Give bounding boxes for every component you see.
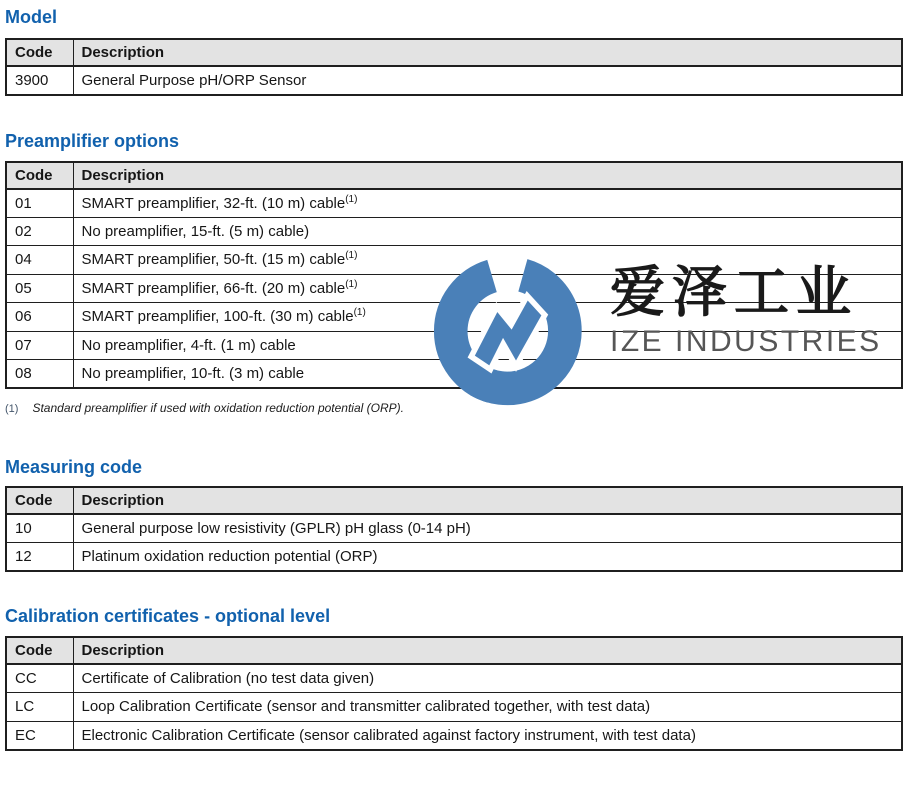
description-cell bbox=[73, 664, 902, 693]
code-cell: CC bbox=[6, 664, 73, 693]
table-row bbox=[6, 303, 902, 332]
code-cell: LC bbox=[6, 693, 73, 722]
column-header-description: Description bbox=[73, 162, 902, 189]
model-table bbox=[5, 38, 903, 96]
table-header-row bbox=[6, 162, 902, 189]
table-header-row bbox=[6, 39, 902, 66]
description-text: Certificate of Calibration (no test data given) bbox=[81, 670, 375, 687]
description-text: General purpose low resistivity (GPLR) pH glass (0-14 pH) bbox=[81, 520, 471, 537]
description-cell bbox=[73, 543, 902, 572]
table-header-row bbox=[6, 487, 902, 514]
description-text: SMART preamplifier, 66-ft. (20 m) cable bbox=[81, 279, 346, 297]
table-row bbox=[6, 246, 902, 275]
description-text: Loop Calibration Certificate (sensor and transmitter calibrated together, with test data) bbox=[81, 698, 651, 716]
description-text: Platinum oxidation reduction potential (ORP) bbox=[81, 548, 378, 565]
column-header-description: Description bbox=[73, 637, 902, 664]
code-cell: 05 bbox=[6, 274, 73, 303]
description-cell bbox=[73, 217, 902, 246]
section-title-measuring-code: Measuring code bbox=[5, 457, 143, 477]
description-text: No preamplifier, 15-ft. (5 m) cable) bbox=[81, 222, 310, 240]
preamplifier-options-table bbox=[5, 161, 903, 390]
measuring-code-table bbox=[5, 486, 903, 572]
table-row bbox=[6, 721, 902, 750]
calibration-certificates-table bbox=[5, 636, 903, 751]
description-cell bbox=[73, 189, 902, 218]
footnote bbox=[5, 401, 903, 416]
description-cell bbox=[73, 360, 902, 389]
code-cell: 02 bbox=[6, 217, 73, 246]
code-cell: 07 bbox=[6, 331, 73, 360]
code-cell: 06 bbox=[6, 303, 73, 332]
description-text: General Purpose pH/ORP Sensor bbox=[81, 71, 307, 89]
column-header-description: Description bbox=[73, 39, 902, 66]
column-header-code: Code bbox=[6, 487, 73, 514]
table-row bbox=[6, 664, 902, 693]
watermark-chinese-text: 爱泽工业 bbox=[610, 261, 859, 323]
description-text: SMART preamplifier, 100-ft. (30 m) cable bbox=[81, 308, 354, 326]
footnote-ref: (1) bbox=[345, 250, 358, 262]
table-row bbox=[6, 360, 902, 389]
table-row bbox=[6, 331, 902, 360]
description-cell bbox=[73, 303, 902, 332]
section-title-model: Model bbox=[5, 7, 57, 27]
description-cell bbox=[73, 721, 902, 750]
table-row bbox=[6, 543, 902, 572]
table-row bbox=[6, 217, 902, 246]
table-row bbox=[6, 274, 902, 303]
footnote-marker: (1) bbox=[5, 403, 19, 415]
watermark-english-text: IZE INDUSTRIES bbox=[610, 325, 882, 358]
table-row bbox=[6, 189, 902, 218]
table-row bbox=[6, 514, 902, 543]
description-text: No preamplifier, 10-ft. (3 m) cable bbox=[81, 365, 305, 382]
code-cell: 04 bbox=[6, 246, 73, 275]
table-row bbox=[6, 693, 902, 722]
description-text: Electronic Calibration Certificate (sensor calibrated against factory instrument, with test data) bbox=[81, 726, 696, 744]
column-header-code: Code bbox=[6, 39, 73, 66]
description-cell bbox=[73, 331, 902, 360]
description-text: SMART preamplifier, 50-ft. (15 m) cable bbox=[81, 251, 346, 269]
code-cell: 3900 bbox=[6, 66, 73, 95]
code-cell: 08 bbox=[6, 360, 73, 389]
column-header-code: Code bbox=[6, 162, 73, 189]
description-cell bbox=[73, 693, 902, 722]
code-cell: 12 bbox=[6, 543, 73, 572]
footnote-ref: (1) bbox=[353, 307, 366, 319]
code-cell: 10 bbox=[6, 514, 73, 543]
table-row bbox=[6, 66, 902, 95]
description-cell bbox=[73, 274, 902, 303]
section-title-preamplifier-options: Preamplifier options bbox=[5, 130, 180, 151]
footnote-ref: (1) bbox=[345, 193, 358, 205]
code-cell: 01 bbox=[6, 189, 73, 218]
description-text: SMART preamplifier, 32-ft. (10 m) cable bbox=[81, 194, 346, 212]
column-header-code: Code bbox=[6, 637, 73, 664]
section-title-calibration-certificates: Calibration certificates - optional level bbox=[5, 606, 331, 626]
document-page bbox=[0, 7, 907, 751]
description-cell bbox=[73, 514, 902, 543]
column-header-description: Description bbox=[73, 487, 902, 514]
footnote-ref: (1) bbox=[345, 278, 358, 290]
footnote-text: Standard preamplifier if used with oxidation reduction potential (ORP). bbox=[32, 401, 404, 415]
table-header-row bbox=[6, 637, 902, 664]
description-text: No preamplifier, 4-ft. (1 m) cable bbox=[81, 336, 296, 354]
description-cell bbox=[73, 246, 902, 275]
description-cell bbox=[73, 66, 902, 95]
code-cell: EC bbox=[6, 721, 73, 750]
